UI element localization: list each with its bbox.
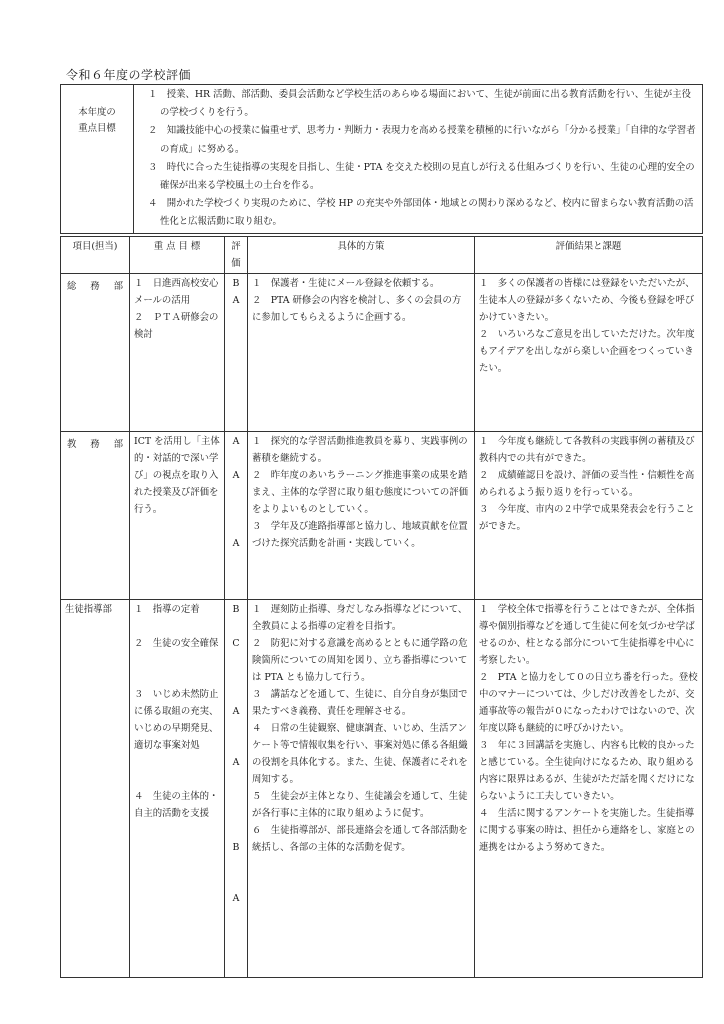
policy-item: １ 保護者・生徒にメール登録を依頼する。 (252, 278, 440, 289)
dept-cell (61, 600, 130, 978)
goal-item: １ 日進西高校安心メールの活用 (134, 278, 219, 306)
policy-item: １ 遅刻防止指導、身だしなみ指導などについて、全教員による指導の定着を目指す。 (252, 604, 468, 632)
goal-cell (130, 274, 225, 432)
grade-cell (225, 600, 248, 978)
table-row (61, 600, 703, 978)
dept-cell (61, 274, 130, 432)
header-result: 評価結果と課題 (475, 237, 703, 274)
goal-item: ３ いじめ未然防止 に係る取組の充実、いじめの早期発見、適切な事案対処 (134, 689, 228, 751)
policy-cell (248, 274, 475, 432)
priority-goal: ４ 開かれた学校づくり実現のために、学校 HP の充実や外部団体・地域との関わり深めるなど、校内に留まらない教育活動の活性化と広報活動に取り組む。 (148, 198, 694, 228)
grade-cell (225, 432, 248, 600)
result-item: ３ 年に３回講話を実施し、内容も比較的良かったと感じている。全生徒向けになるため、取り組める内容に限界はあるが、生徒がただ話を聞くだけにならないように工夫していきたい。 (479, 740, 695, 802)
result-item: ３ 今年度、市内の２中学で成果発表会を行うことができた。 (479, 504, 695, 532)
goal-cell (130, 600, 228, 978)
policy-item: ２ PTA 研修会の内容を検討し、多くの会員の方に参加してもらえるように企画する。 (252, 295, 462, 323)
priority-goal: １ 授業、HR 活動、部活動、委員会活動など学校生活のあらゆる場面において、生徒が前面に出る教育活動を行い、生徒が主役の学校づくりを行う。 (148, 89, 692, 119)
result-cell (475, 274, 703, 432)
result-item: １ 学校全体で指導を行うことはできたが、全体指導や個別指導などを通して生徒に何を気づかせ学ばせるのか、柱となる部分について生徒指導を中心に考察したい。 (479, 604, 695, 666)
dept-name: 生徒指導部 (65, 604, 112, 615)
evaluation-table (60, 236, 703, 978)
table-header-row (61, 237, 703, 274)
grade-cell (225, 274, 248, 432)
policy-cell (248, 432, 475, 600)
goal-item: ２ ＰＴＡ研修会の検討 (134, 312, 219, 340)
grade-badge: A (232, 706, 240, 717)
policy-item: ５ 生徒会が主体となり、生徒議会を通して、生徒が各行事に主体的に取り組めように促す。 (252, 791, 468, 819)
grade-badge: A (232, 470, 240, 481)
result-cell (475, 432, 703, 600)
grade-badge: C (232, 638, 240, 649)
result-item: １ 今年度も継続して各教科の実践事例の蓄積及び教科内での共有ができた。 (479, 436, 695, 464)
grade-badge: A (232, 538, 240, 549)
goal-item: ４ 生徒の主体的・自主的活動を支援 (134, 791, 219, 819)
goal-item: ２ 生徒の安全確保 (134, 638, 219, 649)
priority-label-line: 本年度の (78, 107, 116, 118)
dept-cell (61, 432, 130, 600)
result-item: ２ PTA と協力をして０の日立ち番を行った。登校中のマナーについては、少しだけ改善をしたが、交通事故等の報告が０になったわけではないので、次年度以降も継続的に呼びかけたい。 (479, 672, 698, 734)
priority-goals-table (60, 84, 703, 234)
policy-item: ６ 生徒指導部が、部長連絡会を通して各部活動を統括し、各部の主体的な活動を促す。 (252, 825, 468, 853)
grade-badge: B (232, 278, 240, 289)
result-cell (475, 600, 703, 978)
header-policy: 具体的方策 (248, 237, 475, 274)
dept-name: 教 務 部 (67, 439, 123, 450)
goal-cell (130, 432, 225, 600)
policy-item: ２ 防犯に対する意識を高めるとともに通学路の危険箇所についての周知を図り、立ち番指導については PTA とも協力して行う。 (252, 638, 468, 683)
header-dept: 項目(担当) (61, 237, 130, 274)
grade-badge: A (232, 295, 240, 306)
policy-item: ２ 昨年度のあいちラーニング推進事業の成果を踏まえ、主体的な学習に取り組む態度についての評価をよりよいものとしていく。 (252, 470, 469, 515)
priority-label-line: 重点目標 (78, 123, 116, 134)
grade-badge: A (232, 893, 240, 904)
policy-item: １ 探究的な学習活動推進教員を募り、実践事例の蓄積を継続する。 (252, 436, 468, 464)
grade-badge: A (232, 436, 240, 447)
header-goal: 重 点 目 標 (130, 237, 225, 274)
result-item: ２ いろいろなご意見を出していただけた。次年度もアイデアを出しながら楽しい企画をつくっていきたい。 (479, 329, 695, 374)
header-grade: 評価 (225, 237, 248, 274)
policy-cell (248, 600, 475, 978)
priority-label (61, 85, 134, 234)
table-row (61, 274, 703, 432)
policy-item: ３ 講話などを通して、生徒に、自分自身が集団で果たすべき義務、責任を理解させる。 (252, 689, 468, 717)
policy-item: ４ 日常の生徒観察、健康調査、いじめ、生活アンケート等で情報収集を行い、事案対処に係る各組織の役割を具体化する。また、生徒、保護者にそれを周知する。 (252, 723, 468, 785)
policy-item: ３ 学年及び進路指導部と協力し、地域貢献を位置づけた探究活動を計画・実践していく。 (252, 521, 468, 549)
result-item: ４ 生活に関するアンケートを実施した。生徒指導に関する事案の時は、担任から連絡をし、家庭との連携をはかるよう努めてきた。 (479, 808, 695, 853)
priority-goal: ２ 知識技能中心の授業に偏重せず、思考力・判断力・表現力を高める授業を積極的に行いながら「分かる授業」「自律的な学習者の育成」に努める。 (148, 125, 696, 155)
result-item: ２ 成績確認日を設け、評価の妥当性・信頼性を高められるよう振り返りを行っている。 (479, 470, 695, 498)
dept-name: 総 務 部 (67, 281, 123, 292)
priority-goal-list (134, 85, 703, 234)
page-title: 令和６年度の学校評価 (66, 68, 192, 82)
grade-badge: B (232, 842, 240, 853)
table-row (61, 432, 703, 600)
priority-goal: ３ 時代に合った生徒指導の実現を目指し、生徒・PTA を交えた校則の見直しが行える仕組みづくりを行い、生徒の心理的安全の確保が出来る学校風土の土台を作る。 (148, 161, 695, 192)
grade-badge: A (232, 757, 240, 768)
grade-badge: B (232, 604, 240, 615)
goal-item: １ 指導の定着 (134, 604, 200, 615)
goal-item: ICT を活用し「主体的・対話的で深い学び」の視点を取り入れた授業及び評価を行う。 (134, 436, 220, 515)
result-item: １ 多くの保護者の皆様には登録をいただいたが、生徒本人の登録が多くないため、今後も登録を呼びかけていきたい。 (479, 278, 695, 323)
